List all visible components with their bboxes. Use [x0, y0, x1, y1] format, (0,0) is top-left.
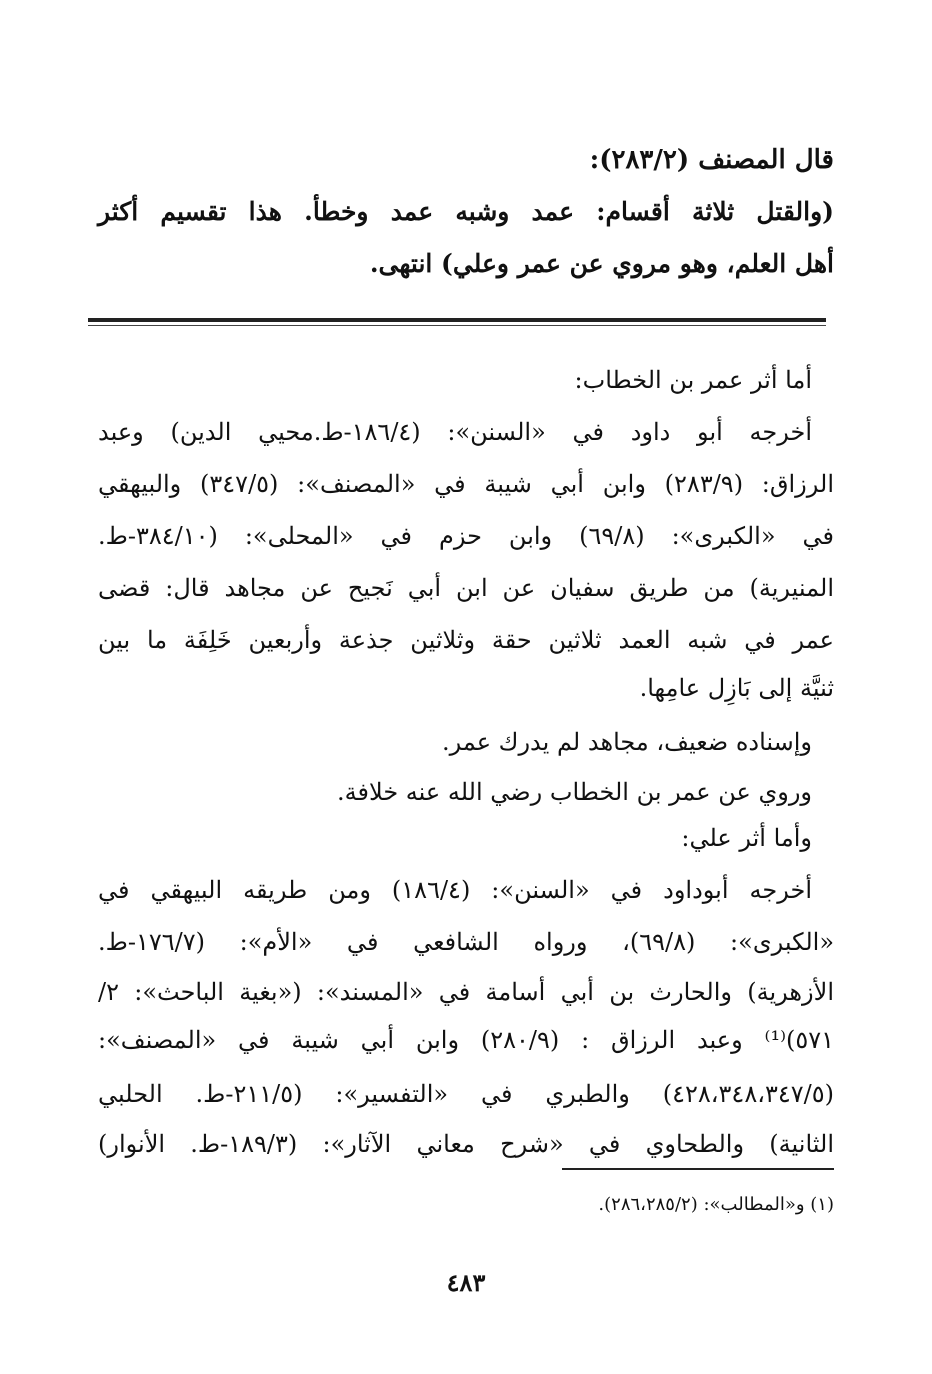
- body-line: وروي عن عمر بن الخطاب رضي الله عنه خلافة.: [337, 778, 812, 806]
- section-heading: قال المصنف (٢٨٣/٢):: [589, 145, 834, 175]
- body-line: الرزاق: (٢٨٣/٩) وابن أبي شيبة في «المصنف»: (٣٤٧/٥) والبيهقي: [98, 470, 834, 498]
- body-line: الثانية) والطحاوي في «شرح معاني الآثار»: (١٨٩/٣-ط. الأنوار): [98, 1130, 834, 1158]
- body-line: أخرجه أبو داود في «السنن»: (١٨٦/٤-ط.محيي الدين) وعبد: [98, 418, 812, 446]
- quote-line-2: أهل العلم، وهو مروي عن عمر وعلي) انتهى.: [369, 249, 834, 278]
- body-line: الأزهرية) والحارث بن أبي أسامة في «المسند»: («بغية الباحث»: ٢/: [98, 978, 834, 1006]
- quote-line-1: (والقتل ثلاثة أقسام: عمد وشبه عمد وخطأ. هذا تقسيم أكثر: [98, 197, 834, 226]
- body-line: ثنيَّة إلى بَازِل عامِها.: [639, 674, 834, 702]
- body-line: عمر في شبه العمد ثلاثين حقة وثلاثين جذعة وأربعين خَلِفَة ما بين: [98, 626, 834, 654]
- footnote: (١) و«المطالب»: (٢٨٦،٢٨٥/٢).: [598, 1194, 834, 1215]
- body-line: ٥٧١)⁽¹⁾ وعبد الرزاق : (٢٨٠/٩) وابن أبي شيبة في «المصنف»:: [98, 1026, 834, 1054]
- separator-rule: [88, 318, 826, 322]
- body-line: «الكبرى»: (٦٩/٨)، ورواه الشافعي في «الأم»: (١٧٦/٧-ط.: [98, 928, 835, 956]
- separator-rule-thin: [88, 325, 826, 326]
- body-line: وإسناده ضعيف، مجاهد لم يدرك عمر.: [441, 728, 812, 756]
- body-line: المنيرية) من طريق سفيان عن ابن أبي نَجيح عن مجاهد قال: قضى: [98, 574, 834, 602]
- body-line: في «الكبرى»: (٦٩/٨) وابن حزم في «المحلى»: (٣٨٤/١٠-ط.: [98, 522, 834, 550]
- page-number: ٤٨٣: [446, 1268, 486, 1297]
- body-line: وأما أثر علي:: [681, 824, 812, 852]
- footnote-rule: [562, 1168, 834, 1170]
- body-line: (٤٢٨،٣٤٨،٣٤٧/٥) والطبري في «التفسير»: (٢١١/٥-ط. الحلبي: [98, 1080, 834, 1108]
- body-line: أما أثر عمر بن الخطاب:: [574, 366, 812, 394]
- body-line: أخرجه أبوداود في «السنن»: (١٨٦/٤) ومن طريقه البيهقي في: [98, 876, 812, 904]
